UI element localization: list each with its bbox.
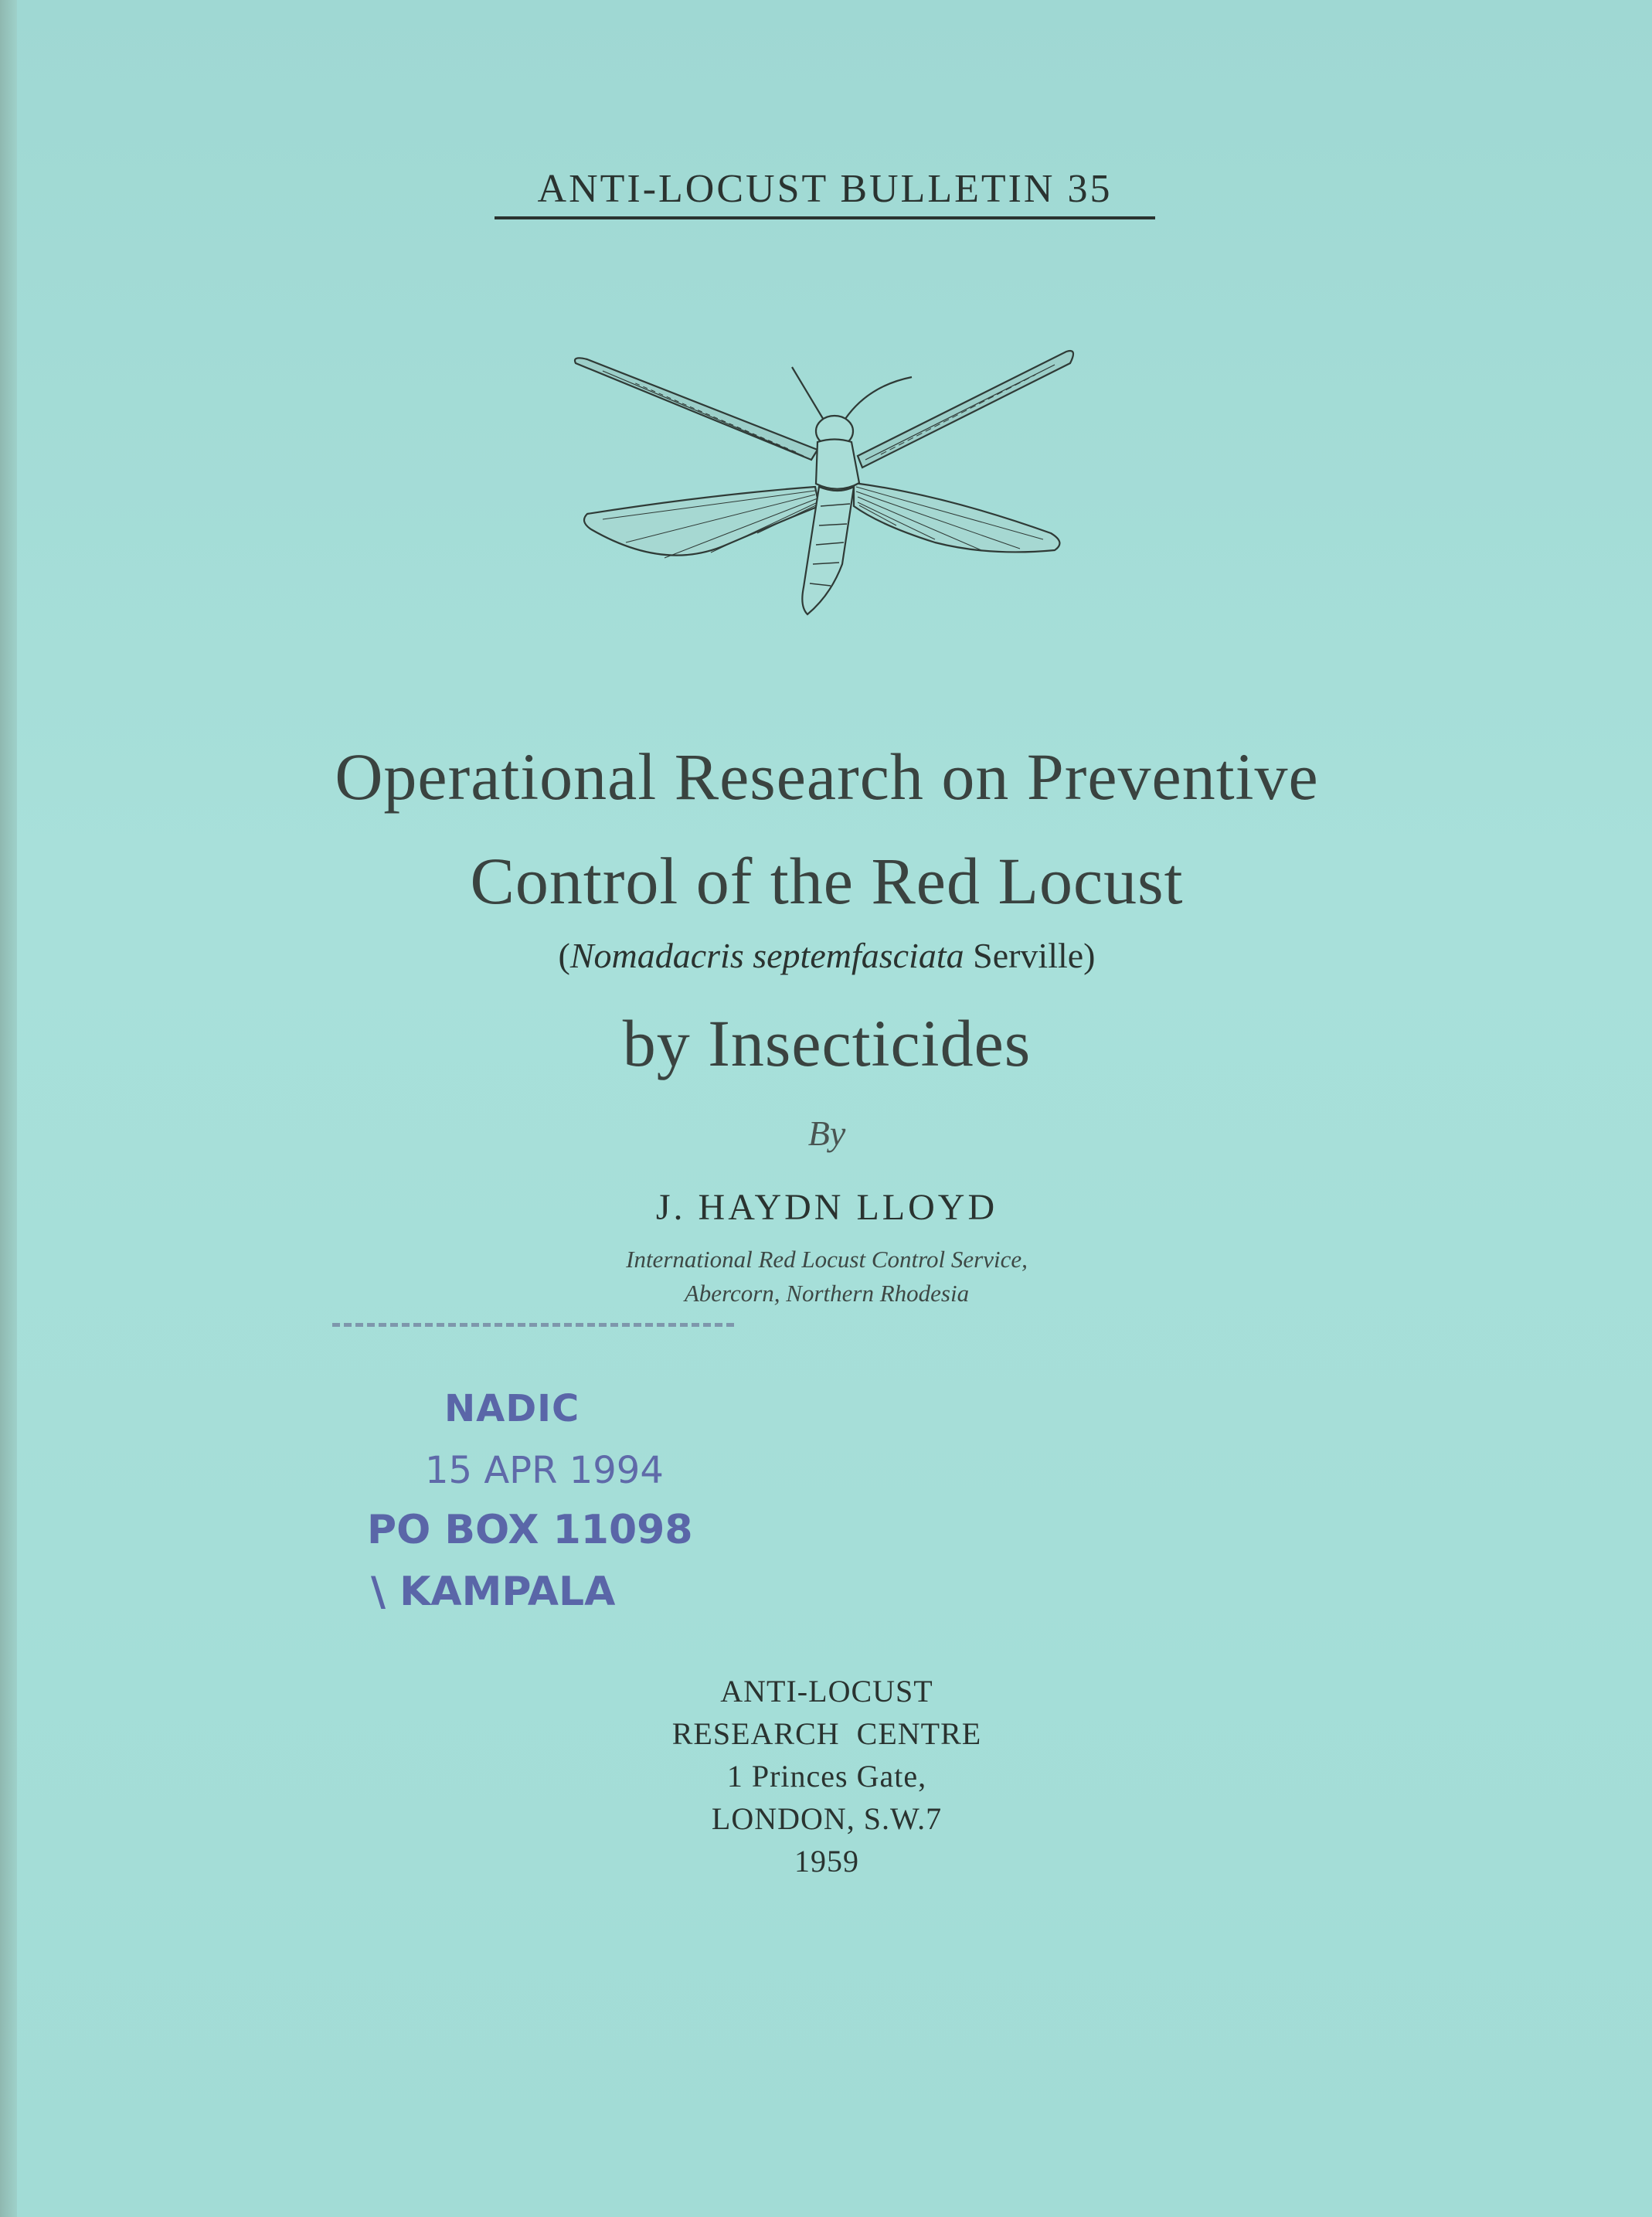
title-line-1: Operational Research on Preventive (335, 740, 1319, 814)
antenna-left (792, 367, 827, 425)
hindwing-right (854, 483, 1059, 552)
stamp-line-1: NADIC (444, 1387, 580, 1430)
author-name: J. HAYDN LLOYD (655, 1187, 998, 1228)
locust-thorax (816, 440, 859, 489)
affiliation-line-1: International Red Locust Control Service, (626, 1246, 1028, 1273)
species-name: (Nomadacris septemfasciata Serville) (558, 936, 1096, 975)
stamp-pobox: PO BOX 11098 (367, 1507, 693, 1553)
title-line-2: Control of the Red Locust (470, 844, 1184, 918)
stamp-rule (332, 1323, 734, 1333)
publication-year: 1959 (794, 1844, 859, 1879)
series-heading: ANTI-LOCUST BULLETIN 35 (495, 166, 1155, 219)
publisher-address-1: 1 Princes Gate, (726, 1759, 927, 1794)
publisher-line-2: RESEARCH CENTRE (671, 1716, 982, 1751)
antenna-right (842, 377, 912, 423)
stamp-date: 15 APR 1994 (425, 1449, 664, 1492)
forewing-left (575, 358, 818, 460)
publisher-line-1: ANTI-LOCUST (720, 1674, 933, 1709)
title-line-3: by Insecticides (622, 1006, 1032, 1080)
locust-illustration-icon (572, 340, 1082, 634)
by-label: By (807, 1114, 846, 1153)
affiliation-line-2: Abercorn, Northern Rhodesia (684, 1280, 970, 1307)
stamp-city: \ KAMPALA (371, 1569, 616, 1615)
publisher-address-2: LONDON, S.W.7 (711, 1801, 943, 1836)
page-edge (0, 0, 17, 2217)
hindwing-left (584, 487, 819, 556)
library-stamp (325, 1314, 742, 1623)
